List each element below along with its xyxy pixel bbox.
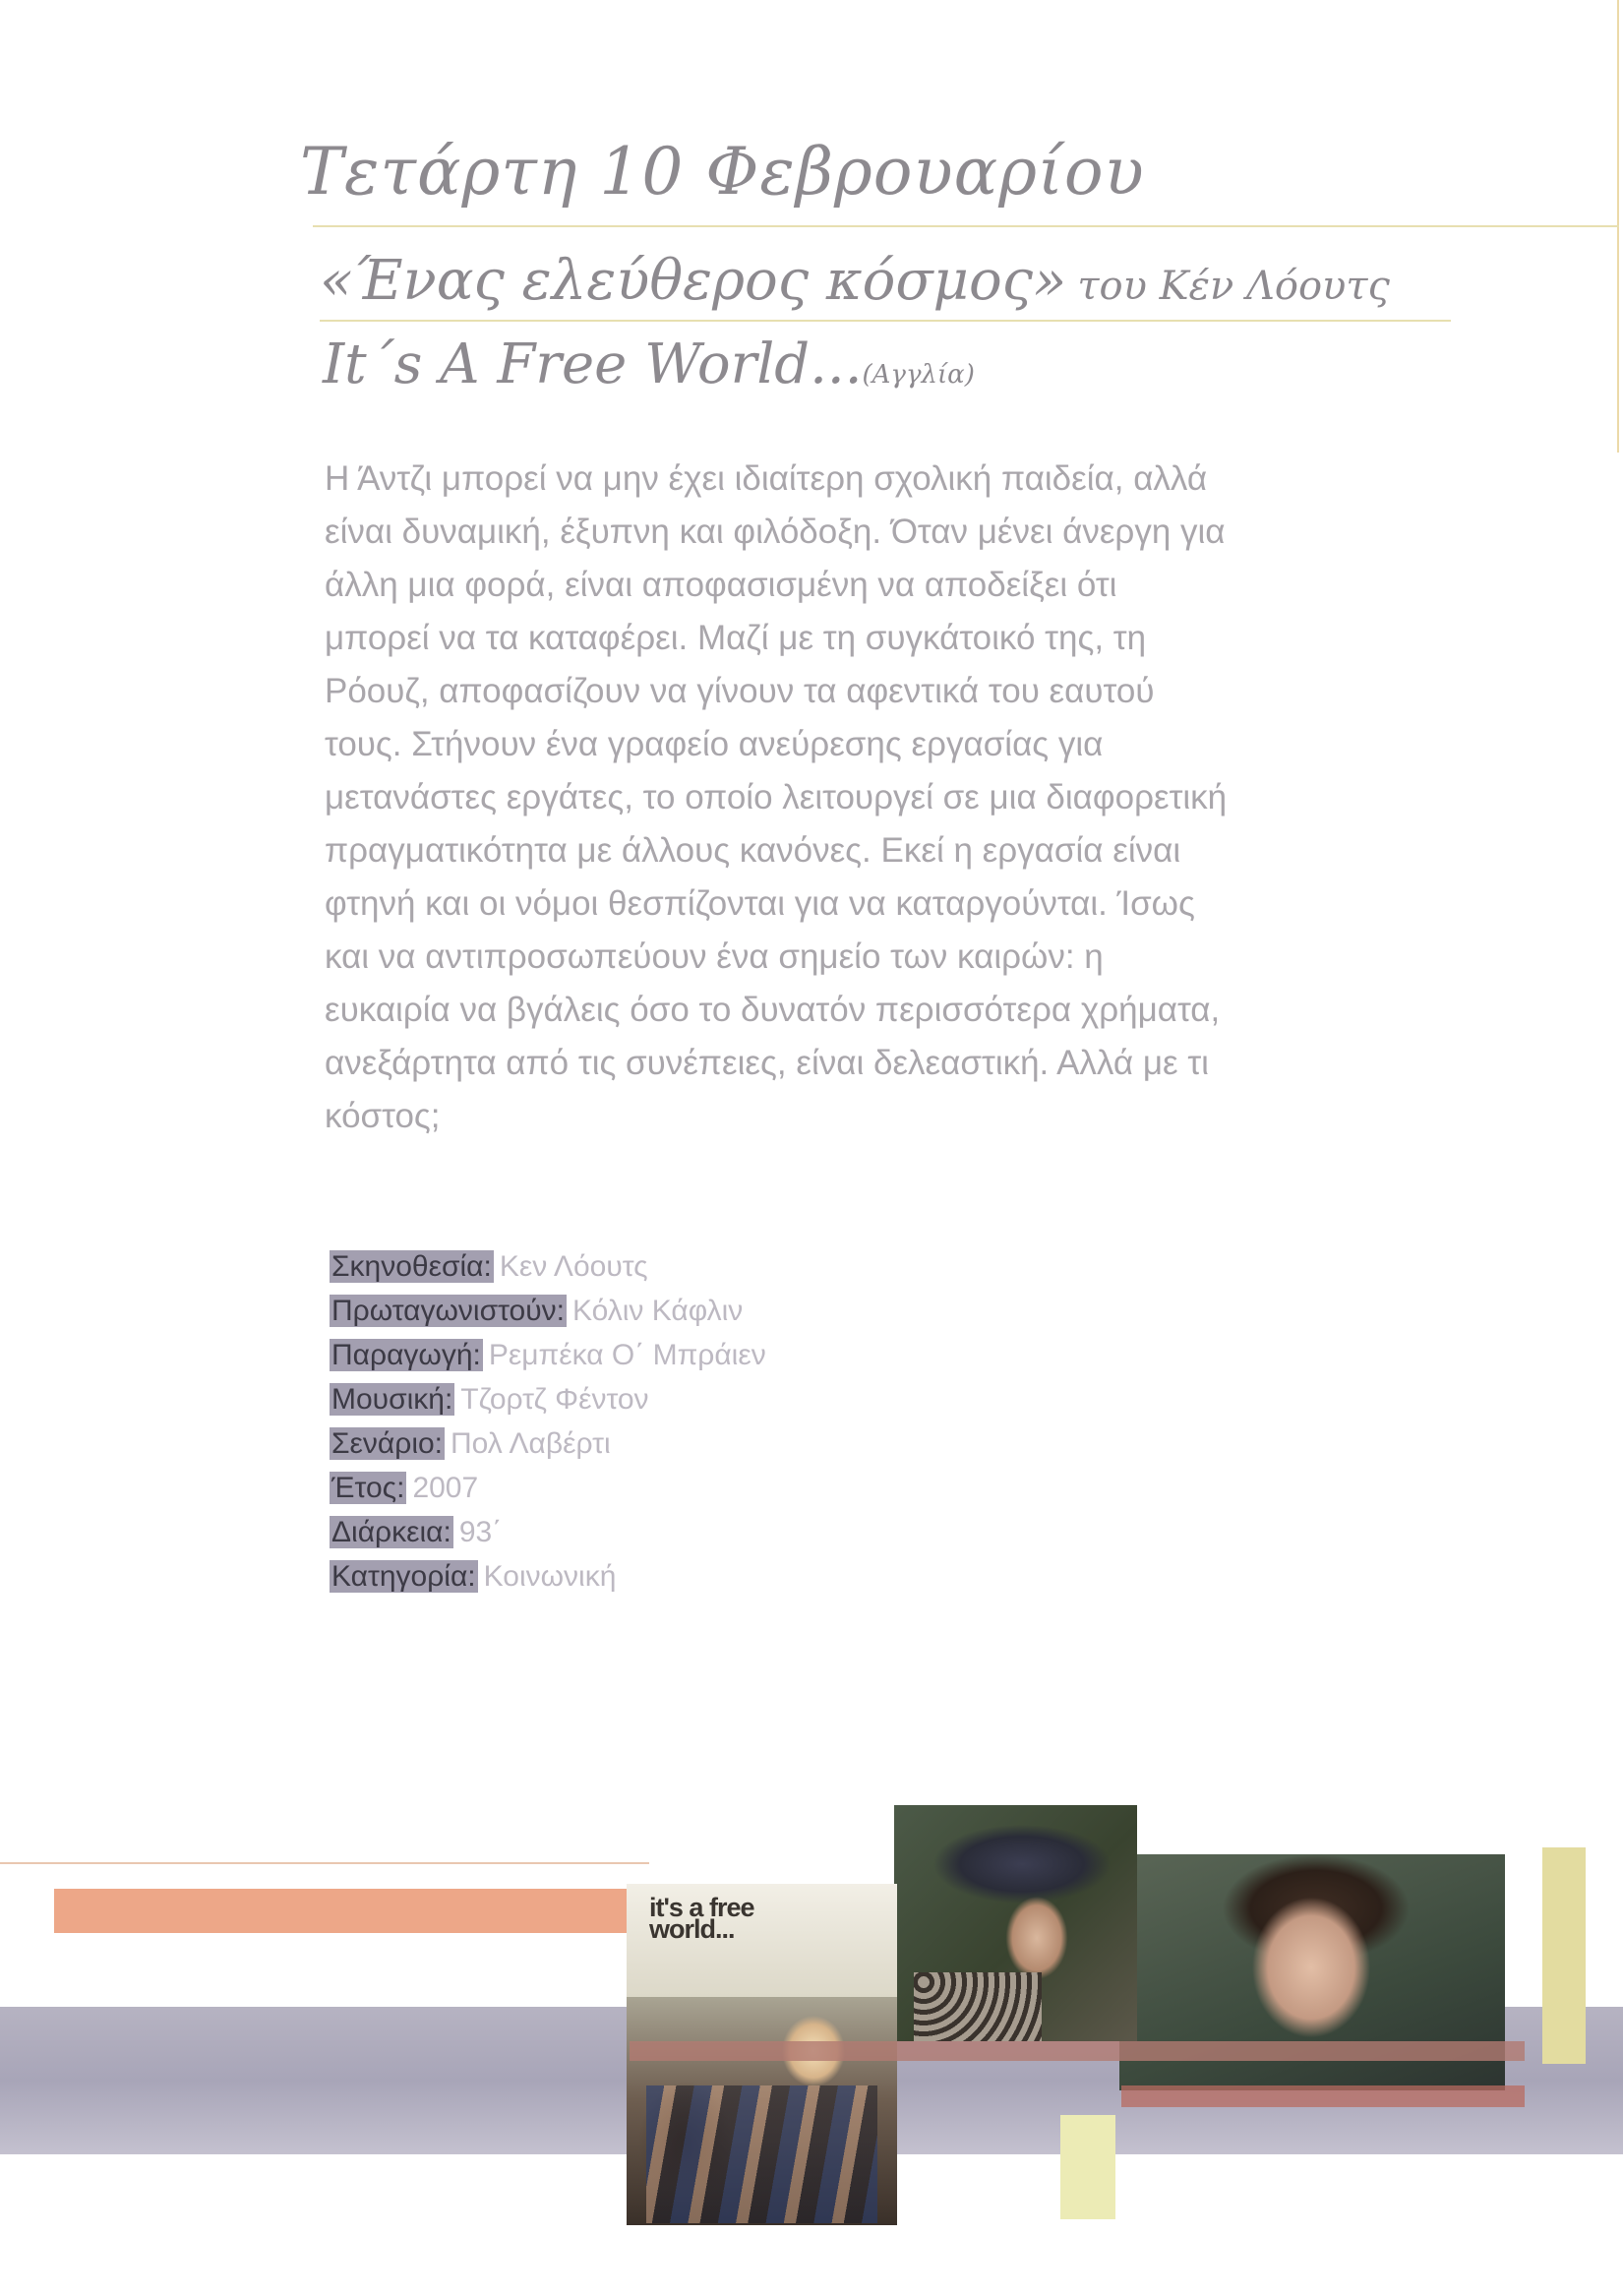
- greek-title: «Ένας ελεύθερος κόσμος»: [320, 249, 1067, 313]
- country: (Αγγλία): [862, 360, 975, 390]
- credit-value: Κόλιν Κάφλιν: [571, 1295, 744, 1327]
- divider-line: [320, 320, 1451, 322]
- film-title-line: [320, 249, 1451, 313]
- red-strip: [1121, 2085, 1525, 2107]
- credit-row: [330, 1382, 1018, 1418]
- credit-row: [330, 1515, 1018, 1550]
- still-photo-woman: [894, 1805, 1137, 2041]
- credit-row: [330, 1426, 1018, 1462]
- credit-label: Διάρκεια:: [331, 1516, 451, 1548]
- credit-row: [330, 1294, 1018, 1329]
- credit-label: Σενάριο:: [331, 1427, 444, 1460]
- raised-hands: [646, 2085, 877, 2223]
- original-title-line: [323, 332, 1208, 396]
- film-logo: it's a free world...: [649, 1893, 754, 1944]
- credit-label: Σκηνοθεσία:: [331, 1250, 492, 1283]
- original-title: It΄s A Free World...: [323, 332, 863, 396]
- date-heading: Τετάρτη 10 Φεβρουαρίου: [300, 134, 1145, 210]
- credit-label: Κατηγορία:: [331, 1560, 476, 1593]
- credit-label: Έτος:: [331, 1472, 405, 1504]
- credit-row: [330, 1338, 1018, 1373]
- credit-value: Τζορτζ Φέντον: [460, 1383, 649, 1416]
- leopard-coat: [914, 1972, 1042, 2041]
- still-photo-crowd: [627, 1997, 897, 2225]
- credit-row: [330, 1471, 1018, 1506]
- credit-value: Κοινωνική: [483, 1560, 617, 1593]
- credit-row: [330, 1249, 1018, 1285]
- decorative-line: [0, 1862, 649, 1864]
- yellow-block: [1060, 2115, 1115, 2219]
- divider-line: [313, 225, 1619, 227]
- credit-value: 93΄: [458, 1516, 503, 1548]
- yellow-block: [1542, 1847, 1586, 2064]
- red-strip: [630, 2041, 1525, 2061]
- credit-label: Παραγωγή:: [331, 1339, 481, 1371]
- credit-value: 2007: [412, 1472, 479, 1504]
- credit-value: Ρεμπέκα Ο΄ Μπράιεν: [488, 1339, 766, 1371]
- credit-label: Πρωταγωνιστούν:: [331, 1295, 565, 1327]
- credit-label: Μουσική:: [331, 1383, 453, 1416]
- synopsis-text: Η Άντζι μπορεί να μην έχει ιδιαίτερη σχολική παιδεία, αλλά είναι δυναμική, έξυπνη και φιλόδοξη. Όταν μένει άνεργη για άλλη μια φορά, είναι αποφασισμένη να αποδείξει ότι μπορεί να τα καταφέρει. Μαζί με τη συγκάτοικό της, τη Ρόουζ, αποφασίζουν να γίνουν τα αφεντικά του εαυτού τους. Στήνουν ένα γραφείο ανεύρεσης εργασίας για μετανάστες εργάτες, το οποίο λειτουργεί σε μια διαφορετική πραγματικότητα με άλλους κανόνες. Εκεί η εργασία είναι φτηνή και οι νόμοι θεσπίζονται για να καταργούνται. Ίσως και να αντιπροσωπεύουν ένα σημείο των καιρών: η ευκαιρία να βγάλεις όσο το δυνατόν περισσότερα χρήματα, ανεξάρτητα από τις συνέπειες, είναι δελεαστική. Αλλά με τι κόστος;: [325, 459, 1228, 1135]
- credit-row: [330, 1559, 1018, 1595]
- credit-value: Πολ Λαβέρτι: [451, 1427, 611, 1460]
- director-line: του Κέν Λόουτς: [1077, 264, 1390, 309]
- credit-value: Κεν Λόουτς: [499, 1250, 648, 1283]
- credits-list: [330, 1249, 1018, 1603]
